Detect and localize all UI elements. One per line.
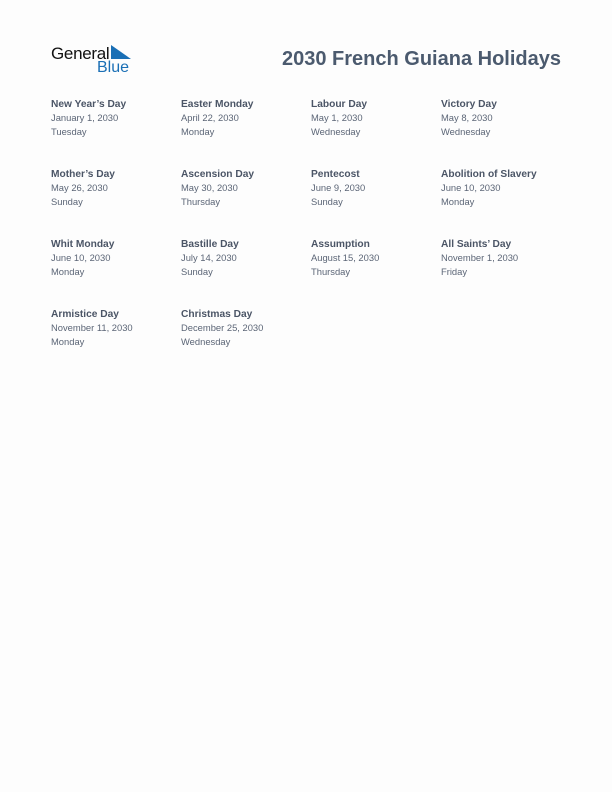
holiday-name: Assumption — [311, 239, 370, 250]
holiday-weekday: Sunday — [311, 195, 343, 207]
holiday-date: June 10, 2030 — [51, 252, 111, 263]
page-title: 2030 French Guiana Holidays — [282, 48, 561, 70]
holiday-item — [51, 238, 179, 278]
holiday-name: Whit Monday — [51, 239, 115, 250]
holiday-name: Bastille Day — [181, 239, 239, 250]
holiday-weekday: Thursday — [311, 265, 351, 277]
holiday-date: May 1, 2030 — [311, 112, 363, 123]
holiday-item — [441, 98, 569, 138]
holiday-weekday: Friday — [441, 265, 468, 277]
holiday-weekday: Monday — [51, 335, 85, 347]
holiday-item — [441, 238, 569, 278]
holiday-name: Easter Monday — [181, 99, 254, 110]
holiday-weekday: Sunday — [181, 265, 213, 277]
holiday-date: May 26, 2030 — [51, 182, 108, 193]
holiday-item — [181, 308, 309, 348]
logo-text-blue: Blue — [97, 59, 130, 76]
holiday-weekday: Wednesday — [311, 125, 361, 137]
holiday-weekday: Thursday — [181, 195, 221, 207]
holiday-item — [181, 238, 309, 278]
holiday-name: Pentecost — [311, 169, 360, 180]
holiday-item — [51, 98, 179, 138]
holiday-item — [311, 98, 439, 138]
holiday-item — [441, 168, 569, 208]
holiday-date: April 22, 2030 — [181, 112, 239, 123]
holiday-item — [181, 168, 309, 208]
holiday-date: November 11, 2030 — [51, 322, 133, 333]
holiday-item — [51, 308, 179, 348]
holiday-item — [51, 168, 179, 208]
holiday-weekday: Sunday — [51, 195, 83, 207]
holiday-item — [181, 98, 309, 138]
holiday-name: Victory Day — [441, 99, 497, 110]
holiday-weekday: Monday — [441, 195, 475, 207]
holiday-weekday: Wednesday — [441, 125, 491, 137]
holiday-name: Christmas Day — [181, 309, 253, 320]
holiday-date: June 10, 2030 — [441, 182, 501, 193]
holiday-date: May 8, 2030 — [441, 112, 493, 123]
holiday-name: Ascension Day — [181, 169, 255, 180]
holiday-weekday: Tuesday — [51, 125, 87, 137]
holiday-weekday: Monday — [181, 125, 215, 137]
holiday-item — [311, 168, 439, 208]
holiday-weekday: Monday — [51, 265, 85, 277]
holiday-item — [311, 238, 439, 278]
holiday-name: Mother’s Day — [51, 169, 115, 180]
holiday-date: July 14, 2030 — [181, 252, 237, 263]
holiday-date: May 30, 2030 — [181, 182, 238, 193]
holiday-name: Armistice Day — [51, 309, 119, 320]
holiday-name: Labour Day — [311, 99, 368, 110]
holiday-name: Abolition of Slavery — [441, 169, 537, 180]
holiday-date: August 15, 2030 — [311, 252, 380, 263]
holiday-date: November 1, 2030 — [441, 252, 519, 263]
logo-text-general: General — [51, 44, 110, 63]
holiday-weekday: Wednesday — [181, 335, 231, 347]
generalblue-logo — [51, 44, 141, 78]
logo-triangle-icon — [111, 45, 131, 59]
holiday-name: All Saints’ Day — [441, 239, 512, 250]
holiday-date: June 9, 2030 — [311, 182, 366, 193]
holiday-date: December 25, 2030 — [181, 322, 264, 333]
holiday-date: January 1, 2030 — [51, 112, 119, 123]
holiday-name: New Year’s Day — [51, 99, 127, 110]
